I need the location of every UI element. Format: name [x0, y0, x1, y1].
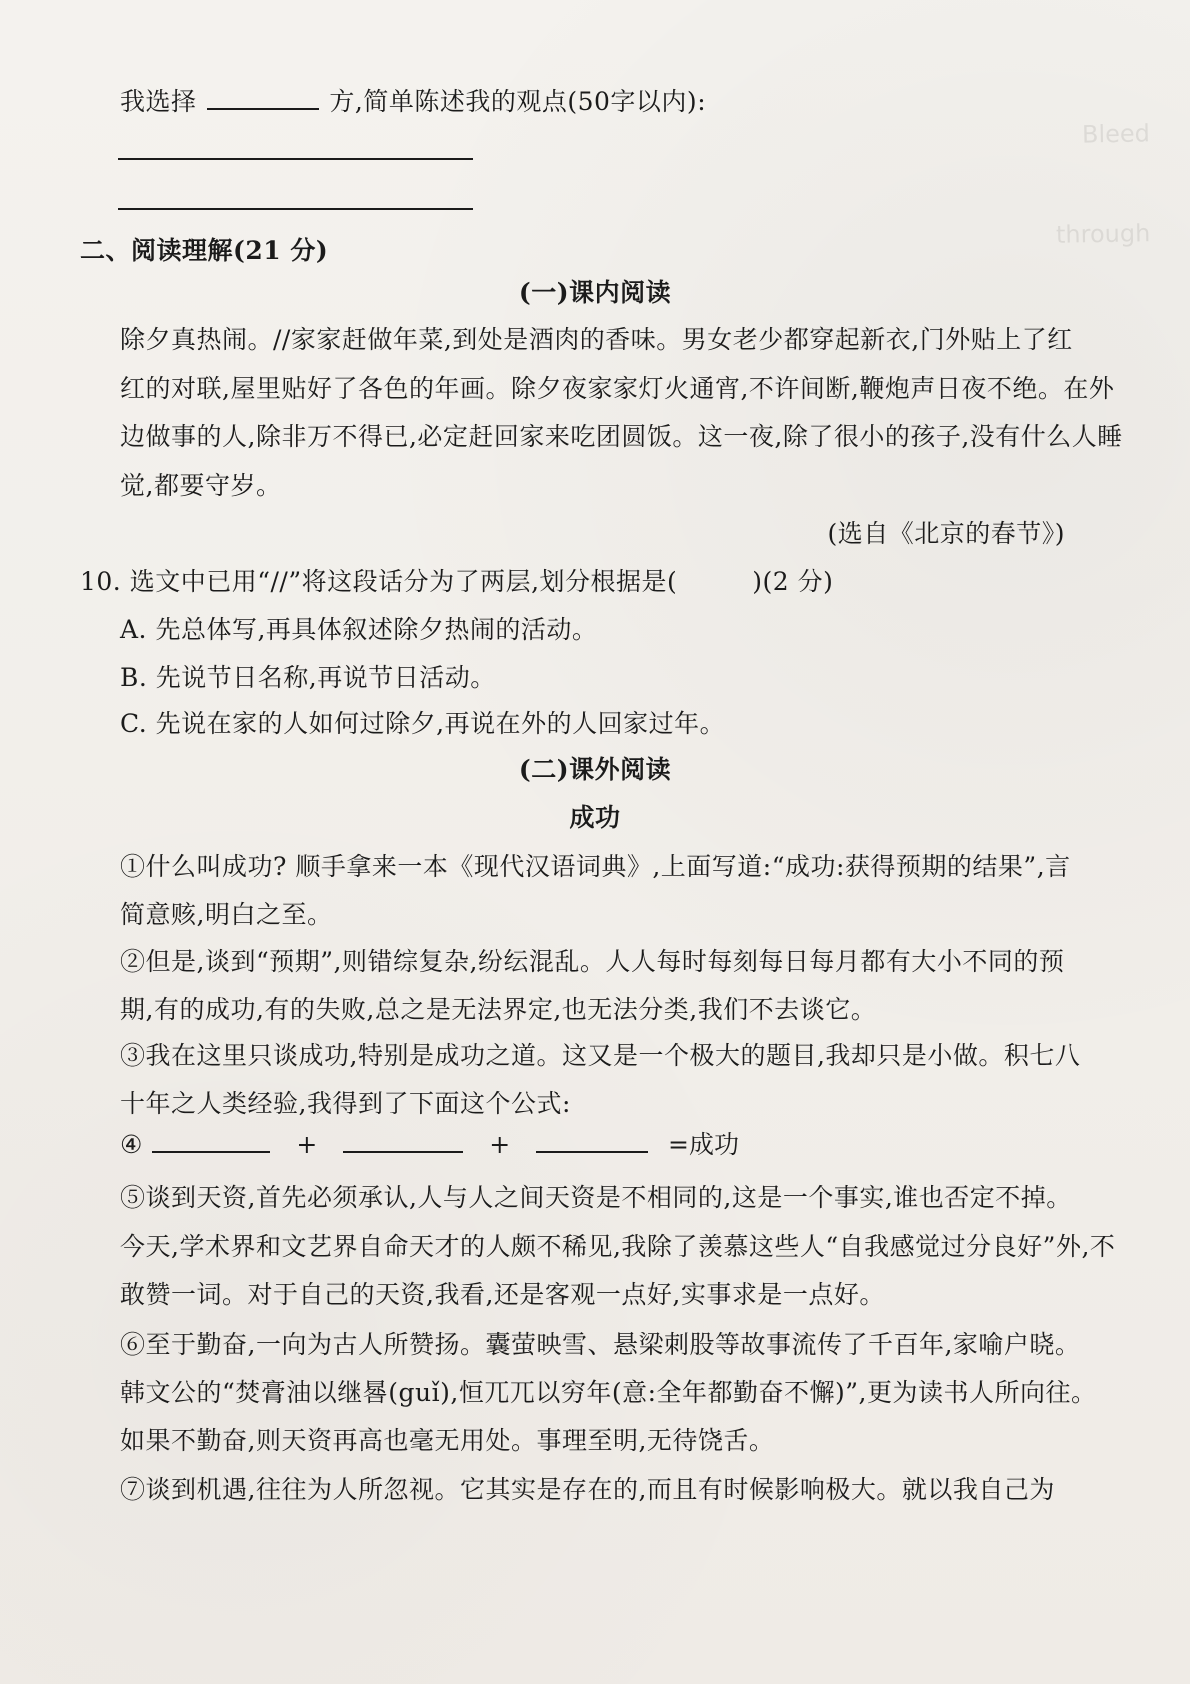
- article-title: 成功: [569, 803, 621, 832]
- formula-blank-1[interactable]: [152, 1131, 270, 1153]
- paragraph-line-4: 觉,都要守岁。: [120, 471, 282, 500]
- article-line-5: ③我在这里只谈成功,特别是成功之道。这又是一个极大的题目,我却只是小做。积七八: [120, 1041, 1081, 1070]
- formula-row: [120, 1125, 739, 1161]
- article-line-13: ⑦谈到机遇,往往为人所忽视。它其实是存在的,而且有时候影响极大。就以我自己为: [120, 1475, 1055, 1504]
- article-line-3: ②但是,谈到“预期”,则错综复杂,纷纭混乱。人人每时每刻每日每月都有大小不同的预: [120, 947, 1065, 976]
- option-c[interactable]: C. 先说在家的人如何过除夕,再说在外的人回家过年。: [120, 709, 726, 738]
- article-line-1: ①什么叫成功? 顺手拿来一本《现代汉语词典》,上面写道:“成功:获得预期的结果”,言: [120, 852, 1071, 881]
- article-line-2: 简意赅,明白之至。: [120, 900, 333, 929]
- question10-prefix: 10. 选文中已用“//”将这段话分为了两层,划分根据是(: [80, 567, 678, 596]
- formula-marker: ④: [120, 1130, 143, 1159]
- option-b[interactable]: B. 先说节日名称,再说节日活动。: [120, 663, 496, 692]
- question10-stem: [80, 566, 1110, 597]
- article-line-9: 敢赞一词。对于自己的天资,我看,还是客观一点好,实事求是一点好。: [120, 1280, 885, 1309]
- answer-blank-choice[interactable]: [207, 88, 319, 110]
- formula-blank-2[interactable]: [343, 1131, 463, 1153]
- paragraph-line-2: 红的对联,屋里贴好了各色的年画。除夕夜家家灯火通宵,不许间断,鞭炮声日夜不绝。在外: [120, 374, 1115, 403]
- bleed-through-text: Bleed: [1081, 119, 1151, 149]
- article-line-11: 韩文公的“焚膏油以继晷(guǐ),恒兀兀以穷年(意:全年都勤奋不懈)”,更为读书人所向往。: [120, 1378, 1097, 1407]
- section-title-inclass-reading: (一)课内阅读: [518, 278, 672, 307]
- paragraph-line-3: 边做事的人,除非万不得已,必定赶回家来吃团圆饭。这一夜,除了很小的孩子,没有什么人睡: [120, 422, 1123, 451]
- paragraph-line-1: 除夕真热闹。//家家赶做年菜,到处是酒肉的香味。男女老少都穿起新衣,门外贴上了红: [120, 325, 1073, 354]
- section-title-reading: 二、阅读理解(21 分): [80, 236, 329, 265]
- formula-plus-1: +: [296, 1130, 318, 1159]
- formula-blank-3[interactable]: [536, 1131, 648, 1153]
- article-line-7: ⑤谈到天资,首先必须承认,人与人之间天资是不相同的,这是一个事实,谁也否定不掉。: [120, 1183, 1072, 1212]
- source-citation: (选自《北京的春节》): [827, 519, 1065, 548]
- question10-suffix: )(2 分): [752, 567, 834, 596]
- article-line-6: 十年之人类经验,我得到了下面这个公式:: [120, 1089, 571, 1118]
- article-line-10: ⑥至于勤奋,一向为古人所赞扬。囊萤映雪、悬梁刺股等故事流传了千百年,家喻户晓。: [120, 1330, 1081, 1359]
- option-a[interactable]: A. 先总体写,再具体叙述除夕热闹的活动。: [120, 615, 598, 644]
- section-title-extracurricular-reading: (二)课外阅读: [518, 755, 672, 784]
- question-top-line: [120, 86, 1110, 117]
- answer-line-1[interactable]: [118, 158, 473, 160]
- article-line-8: 今天,学术界和文艺界自命天才的人颇不稀见,我除了羡慕这些人“自我感觉过分良好”外,不: [120, 1232, 1116, 1261]
- formula-plus-2: +: [489, 1130, 511, 1159]
- answer-line-2[interactable]: [118, 208, 473, 210]
- formula-equals: =成功: [668, 1130, 739, 1159]
- article-line-4: 期,有的成功,有的失败,总之是无法界定,也无法分类,我们不去谈它。: [120, 995, 877, 1024]
- question-top-prefix: 我选择: [120, 87, 197, 116]
- article-line-12: 如果不勤奋,则天资再高也毫无用处。事理至明,无待饶舌。: [120, 1426, 775, 1455]
- question-top-suffix: 方,简单陈述我的观点(50字以内):: [329, 87, 707, 116]
- bleed-through-text: through: [1055, 219, 1151, 249]
